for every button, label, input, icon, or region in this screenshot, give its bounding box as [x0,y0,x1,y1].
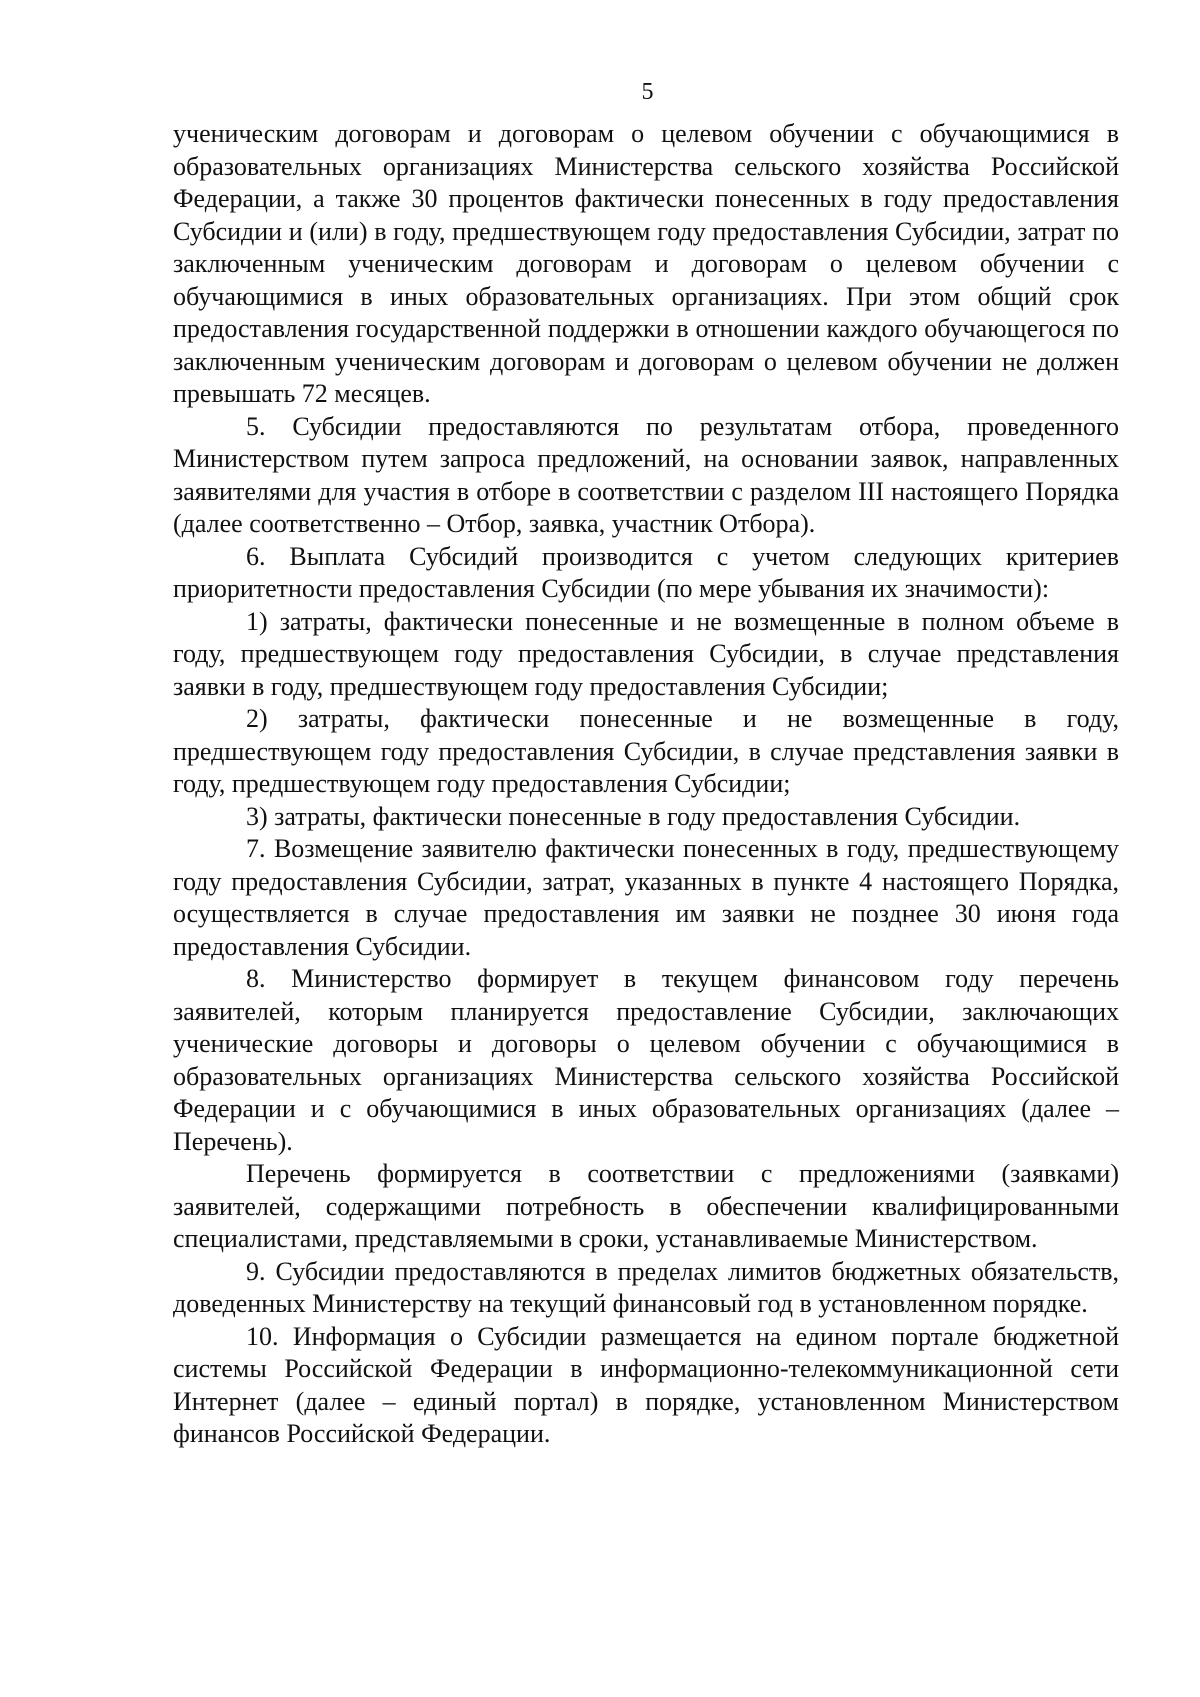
paragraph-clause-8: 8. Министерство формирует в текущем финансовом году перечень заявителей, которым планируется предоставление Субсидии, заключающих ученические договоры и договоры о целевом обучении с обучающимися в образовательных организациях Министерства сельского хозяйства Российской Федерации и с обучающимися в иных образовательных организациях (далее – Перечень). [173,964,1119,1156]
paragraph-criterion-2: 2) затраты, фактически понесенные и не возмещенные в году, предшествующем году предоставления Субсидии, в случае представления заявки в году, предшествующем году предоставления Субсидии; [173,704,1119,798]
document-body [173,118,1119,1451]
paragraph-clause-9: 9. Субсидии предоставляются в пределах лимитов бюджетных обязательств, доведенных Министерству на текущий финансовый год в установленном порядке. [173,1256,1119,1318]
page-number: 5 [641,79,654,105]
paragraph-clause-10: 10. Информация о Субсидии размещается на едином портале бюджетной системы Российской Федерации в информационно-телекоммуникационной сети Интернет (далее – единый портал) в порядке, установленном Министерством финансов Российской Федерации. [173,1321,1119,1448]
paragraph-clause-5: 5. Субсидии предоставляются по результатам отбора, проведенного Министерством путем запроса предложений, на основании заявок, направленных заявителями для участия в отборе в соответствии с разделом III настоящего Порядка (далее соответственно – Отбор, заявка, участник Отбора). [173,411,1119,538]
paragraph-clause-7: 7. Возмещение заявителю фактически понесенных в году, предшествующему году предоставления Субсидии, затрат, указанных в пункте 4 настоящего Порядка, осуществляется в случае предоставления им заявки не позднее 30 июня года предоставления Субсидии. [173,834,1119,961]
paragraph-criterion-3: 3) затраты, фактически понесенные в году предоставления Субсидии. [246,801,1021,831]
paragraph-criterion-1: 1) затраты, фактически понесенные и не возмещенные в полном объеме в году, предшествующем году предоставления Субсидии, в случае представления заявки в году, предшествующем году предоставления Субсидии; [173,606,1119,701]
paragraph-clause-6: 6. Выплата Субсидий производится с учетом следующих критериев приоритетности предоставления Субсидии (по мере убывания их значимости): [173,541,1119,603]
paragraph-list-formation: Перечень формируется в соответствии с предложениями (заявками) заявителей, содержащими потребность в обеспечении квалифицированными специалистами, представляемыми в сроки, устанавливаемые Министерством. [173,1159,1119,1253]
paragraph-continuation: ученическим договорам и договорам о целевом обучении с обучающимися в образовательных организациях Министерства сельского хозяйства Российской Федерации, а также 30 процентов фактически понесенных в году предоставления Субсидии и (или) в году, предшествующем году предоставления Субсидии, затрат по заключенным ученическим договорам и договорам о целевом обучении с обучающимися в иных образовательных организациях. При этом общий срок предоставления государственной поддержки в отношении каждого обучающегося по заключенным ученическим договорам и договорам о целевом обучении не должен превышать 72 месяцев. [173,119,1119,408]
